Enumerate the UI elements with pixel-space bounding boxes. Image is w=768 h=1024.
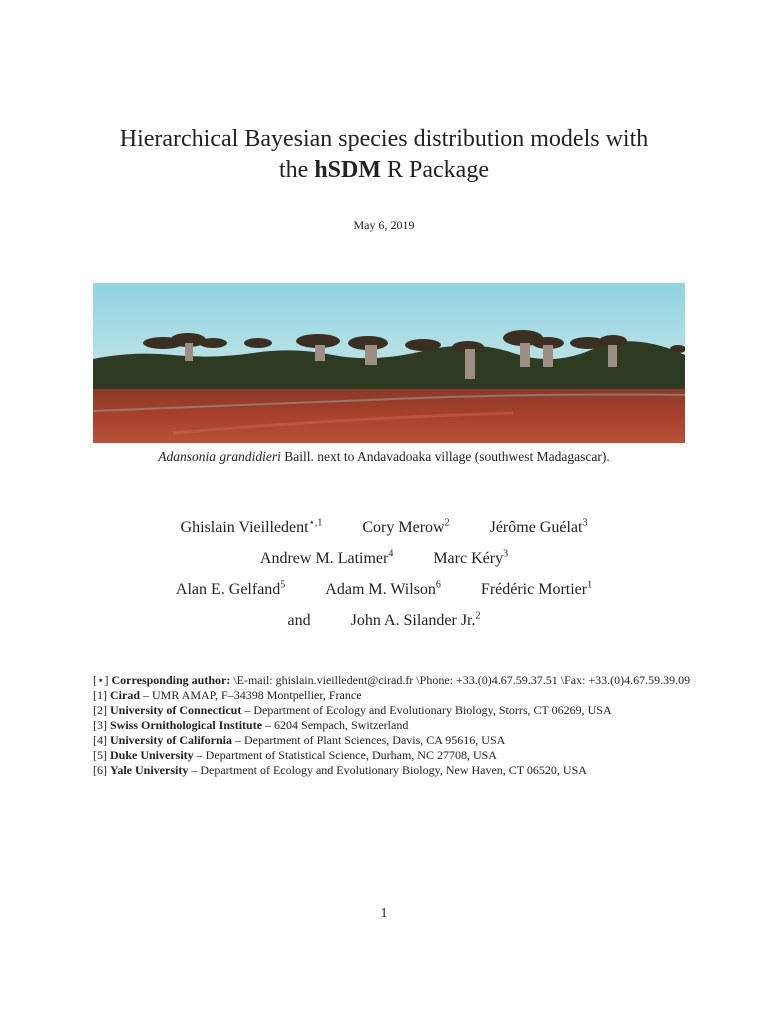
affiliation-item: [4] University of California – Department of Plant Sciences, Davis, CA 95616, USA bbox=[93, 733, 506, 747]
baobab-landscape-image bbox=[93, 283, 685, 443]
author: Jérôme Guélat$^3$ bbox=[489, 517, 588, 536]
title-line-2 bbox=[0, 155, 768, 186]
caption-text: Baill. next to Andavadoaka village (southwest Madagascar). bbox=[280, 449, 610, 464]
title-the: the bbox=[279, 157, 315, 183]
figure-caption bbox=[0, 449, 768, 465]
author: John A. Silander Jr.$^2$ bbox=[350, 610, 481, 629]
author-conjunction: and bbox=[287, 611, 311, 629]
author-row-3 bbox=[0, 574, 768, 605]
author: Adam M. Wilson$^6$ bbox=[325, 579, 441, 598]
affiliation-item: [⋆] Corresponding author: \E-mail: ghislain.vieilledent@cirad.fr \Phone: +33.(0)4.67.59.37.51 \Fax: +33.(0)4.67.59.39.09 bbox=[93, 673, 691, 687]
baobab-photo bbox=[93, 283, 685, 443]
affiliation-item: [5] Duke University – Department of Statistical Science, Durham, NC 27708, USA bbox=[93, 748, 497, 762]
caption-species-name: Adansonia grandidieri bbox=[158, 449, 281, 464]
affiliations-list bbox=[93, 673, 693, 778]
title-line-1: Hierarchical Bayesian species distribution models with bbox=[119, 126, 649, 152]
author: Ghislain Vieilledent$^{⋆,1}$ bbox=[180, 517, 323, 536]
affiliation-item: [1] Cirad – UMR AMAP, F–34398 Montpellier, France bbox=[93, 688, 362, 702]
author: Frédéric Mortier$^1$ bbox=[480, 579, 593, 598]
author-row-1 bbox=[0, 512, 768, 543]
title-package-name: hSDM bbox=[314, 157, 382, 183]
paper-date: May 6, 2019 bbox=[353, 218, 415, 232]
author: Cory Merow$^2$ bbox=[362, 517, 450, 536]
author-list bbox=[0, 512, 768, 636]
paper-title bbox=[0, 124, 768, 186]
title-r-package: R Package bbox=[381, 157, 489, 183]
affiliation-item: [3] Swiss Ornithological Institute – 6204 Sempach, Switzerland bbox=[93, 718, 409, 732]
author: Andrew M. Latimer$^4$ bbox=[259, 548, 394, 567]
page-number: 1 bbox=[380, 906, 388, 921]
author: Alan E. Gelfand$^5$ bbox=[175, 579, 286, 598]
affiliation-item: [2] University of Connecticut – Department of Ecology and Evolutionary Biology, Storrs, CT 06269, USA bbox=[93, 703, 612, 717]
author-row-4 bbox=[0, 605, 768, 636]
author-row-2 bbox=[0, 543, 768, 574]
author: Marc Kéry$^3$ bbox=[433, 548, 509, 567]
affiliation-item: [6] Yale University – Department of Ecology and Evolutionary Biology, New Haven, CT 06520, USA bbox=[93, 763, 587, 777]
